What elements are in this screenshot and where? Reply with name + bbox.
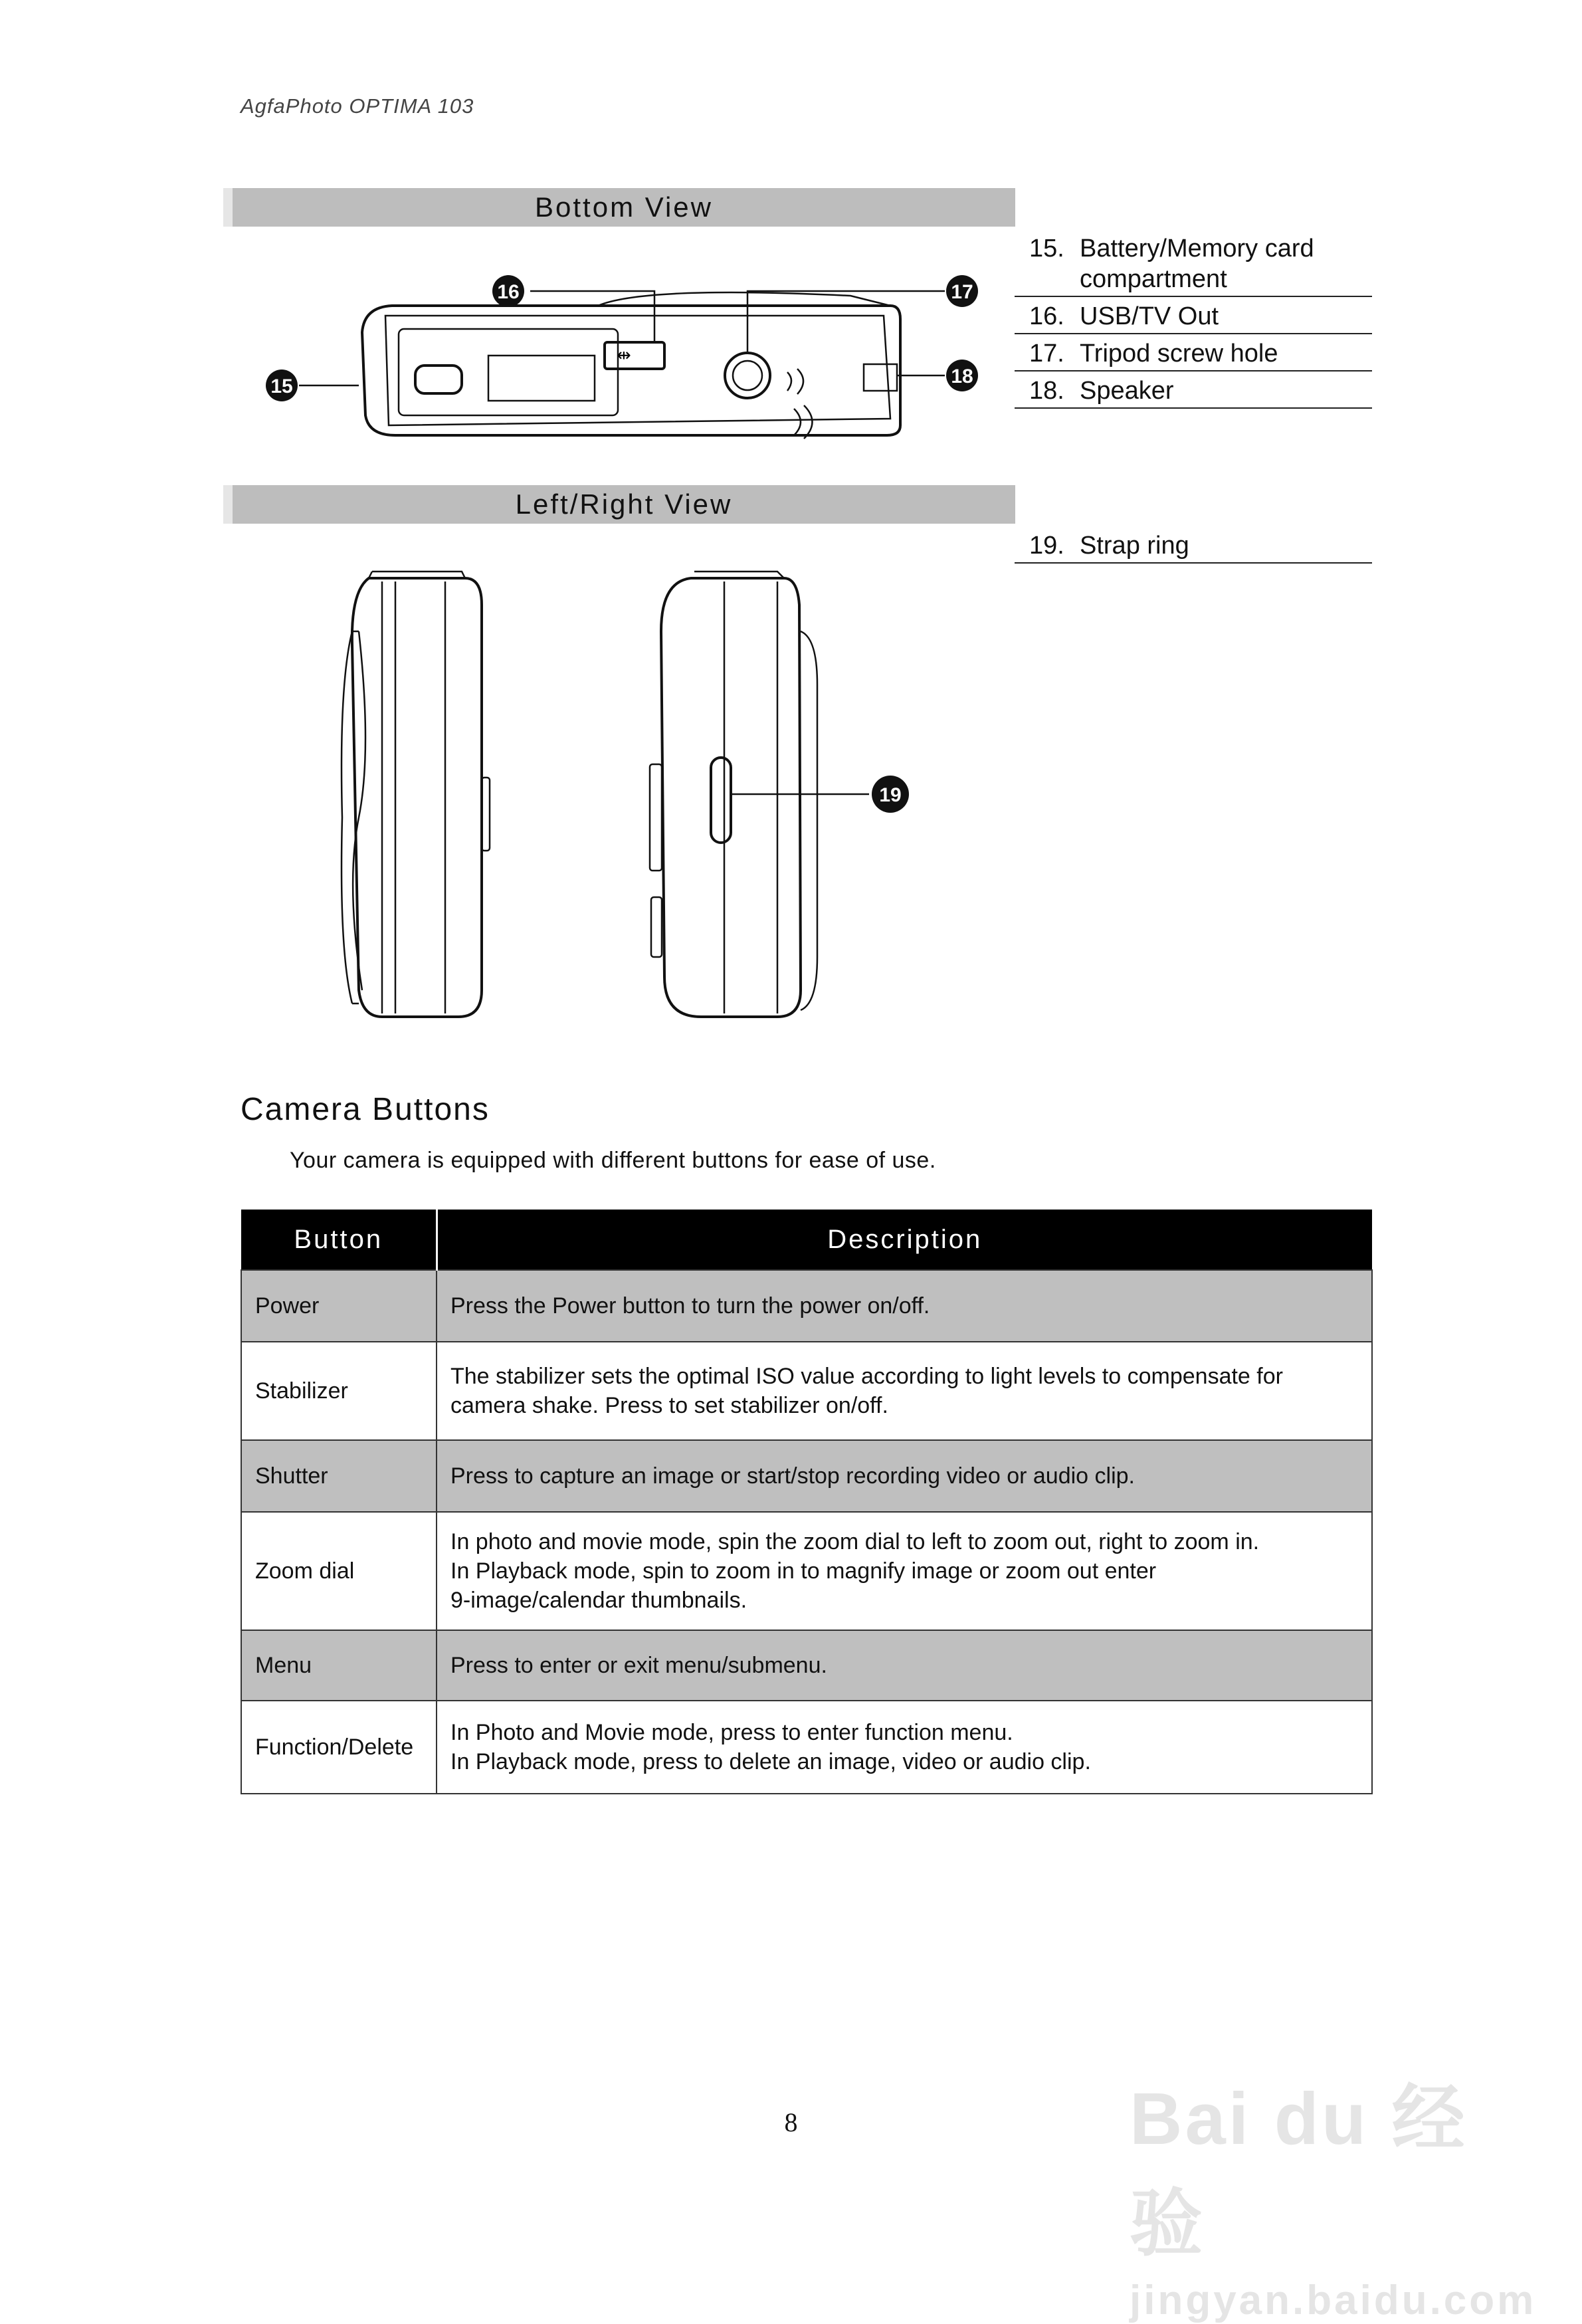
battery-door	[399, 329, 618, 415]
legend-text: Battery/Memory card compartment	[1080, 235, 1314, 293]
camera-buttons-table	[241, 1210, 1373, 1794]
table-header-row	[241, 1210, 1372, 1270]
speaker-grille-lower	[794, 405, 813, 439]
camera-top-curve	[598, 292, 890, 306]
description-line: Press to capture an image or start/stop recording video or audio clip.	[450, 1463, 1135, 1489]
legend-number: 17.	[1029, 340, 1064, 368]
column-header-description: Description	[437, 1210, 1372, 1270]
table-row	[241, 1630, 1372, 1701]
description-cell	[437, 1270, 1372, 1342]
callout-19	[872, 776, 909, 813]
strap-ring	[711, 758, 731, 843]
bottom-view-title: Bottom View	[223, 188, 1015, 227]
description-line: In Playback mode, spin to zoom in to magnify image or zoom out enter	[450, 1558, 1157, 1584]
description-line: Press the Power button to turn the power on/off.	[450, 1293, 930, 1319]
camera-buttons-heading: Camera Buttons	[241, 1092, 490, 1127]
button-name-cell: Zoom dial	[241, 1512, 437, 1630]
description-line: The stabilizer sets the optimal ISO value according to light levels to compensate for	[450, 1364, 1283, 1389]
description-cell	[437, 1701, 1372, 1794]
leader-line-16	[530, 291, 654, 342]
legend-text: Speaker	[1080, 377, 1174, 405]
side-view-legend	[1015, 526, 1372, 564]
watermark-url: jingyan.baidu.com	[1130, 2277, 1537, 2323]
legend-number: 16.	[1029, 302, 1064, 330]
battery-label-area	[488, 356, 595, 401]
speaker-grille	[787, 369, 803, 394]
camera-side-view-illustration	[332, 552, 963, 1030]
legend-item	[1015, 297, 1372, 334]
callout-16	[492, 275, 524, 307]
table-row	[241, 1440, 1372, 1512]
button-name-cell: Power	[241, 1270, 437, 1342]
description-cell	[437, 1342, 1372, 1440]
usb-port	[605, 342, 664, 369]
legend-text: USB/TV Out	[1080, 302, 1219, 330]
page-number: 8	[784, 2107, 798, 2137]
callout-17-text: 17	[951, 281, 973, 303]
button-name-cell: Menu	[241, 1630, 437, 1701]
button-name-cell: Shutter	[241, 1440, 437, 1512]
baidu-watermark	[1130, 2060, 1537, 2323]
description-cell	[437, 1440, 1372, 1512]
camera-buttons-intro: Your camera is equipped with different buttons for ease of use.	[290, 1148, 936, 1173]
column-header-button: Button	[241, 1210, 437, 1270]
running-header: AgfaPhoto OPTIMA 103	[241, 94, 474, 118]
table-row	[241, 1342, 1372, 1440]
description-cell	[437, 1512, 1372, 1630]
speaker-box	[864, 364, 897, 391]
callout-18	[946, 360, 978, 391]
description-line: camera shake. Press to set stabilizer on/off.	[450, 1393, 888, 1418]
description-cell	[437, 1630, 1372, 1701]
callout-16-text: 16	[497, 281, 520, 303]
button-name-cell: Stabilizer	[241, 1342, 437, 1440]
table-row	[241, 1512, 1372, 1630]
legend-text: Strap ring	[1080, 532, 1189, 560]
description-line: 9-image/calendar thumbnails.	[450, 1588, 747, 1613]
description-line: Press to enter or exit menu/submenu.	[450, 1653, 827, 1678]
description-line: In Photo and Movie mode, press to enter function menu.	[450, 1720, 1013, 1745]
callout-17	[946, 275, 978, 307]
callout-15	[266, 370, 298, 401]
usb-icon: ⇹	[617, 346, 631, 366]
legend-item	[1015, 334, 1372, 371]
side-view-title: Left/Right View	[223, 485, 1015, 524]
battery-latch	[415, 366, 462, 393]
leader-line-17	[747, 291, 945, 353]
legend-item	[1015, 229, 1372, 297]
legend-number: 18.	[1029, 377, 1064, 405]
table-row	[241, 1701, 1372, 1794]
legend-text: Tripod screw hole	[1080, 340, 1278, 368]
button-name-cell: Function/Delete	[241, 1701, 437, 1794]
watermark-brand: Bai du 经验	[1130, 2078, 1468, 2265]
tripod-hole-inner	[733, 361, 762, 390]
description-line: In photo and movie mode, spin the zoom dial to left to zoom out, right to zoom in.	[450, 1529, 1260, 1554]
bottom-view-legend	[1015, 229, 1372, 409]
camera-bottom-view-illustration	[252, 259, 1010, 452]
description-line: In Playback mode, press to delete an image, video or audio clip.	[450, 1749, 1091, 1774]
legend-item	[1015, 526, 1372, 564]
callout-19-text: 19	[879, 784, 902, 806]
legend-number: 19.	[1029, 532, 1064, 560]
legend-item	[1015, 371, 1372, 409]
table-row	[241, 1270, 1372, 1342]
legend-number: 15.	[1029, 235, 1064, 263]
tripod-hole	[725, 353, 770, 398]
camera-left-side	[342, 572, 490, 1017]
callout-15-text: 15	[270, 375, 293, 397]
callout-18-text: 18	[951, 366, 973, 387]
